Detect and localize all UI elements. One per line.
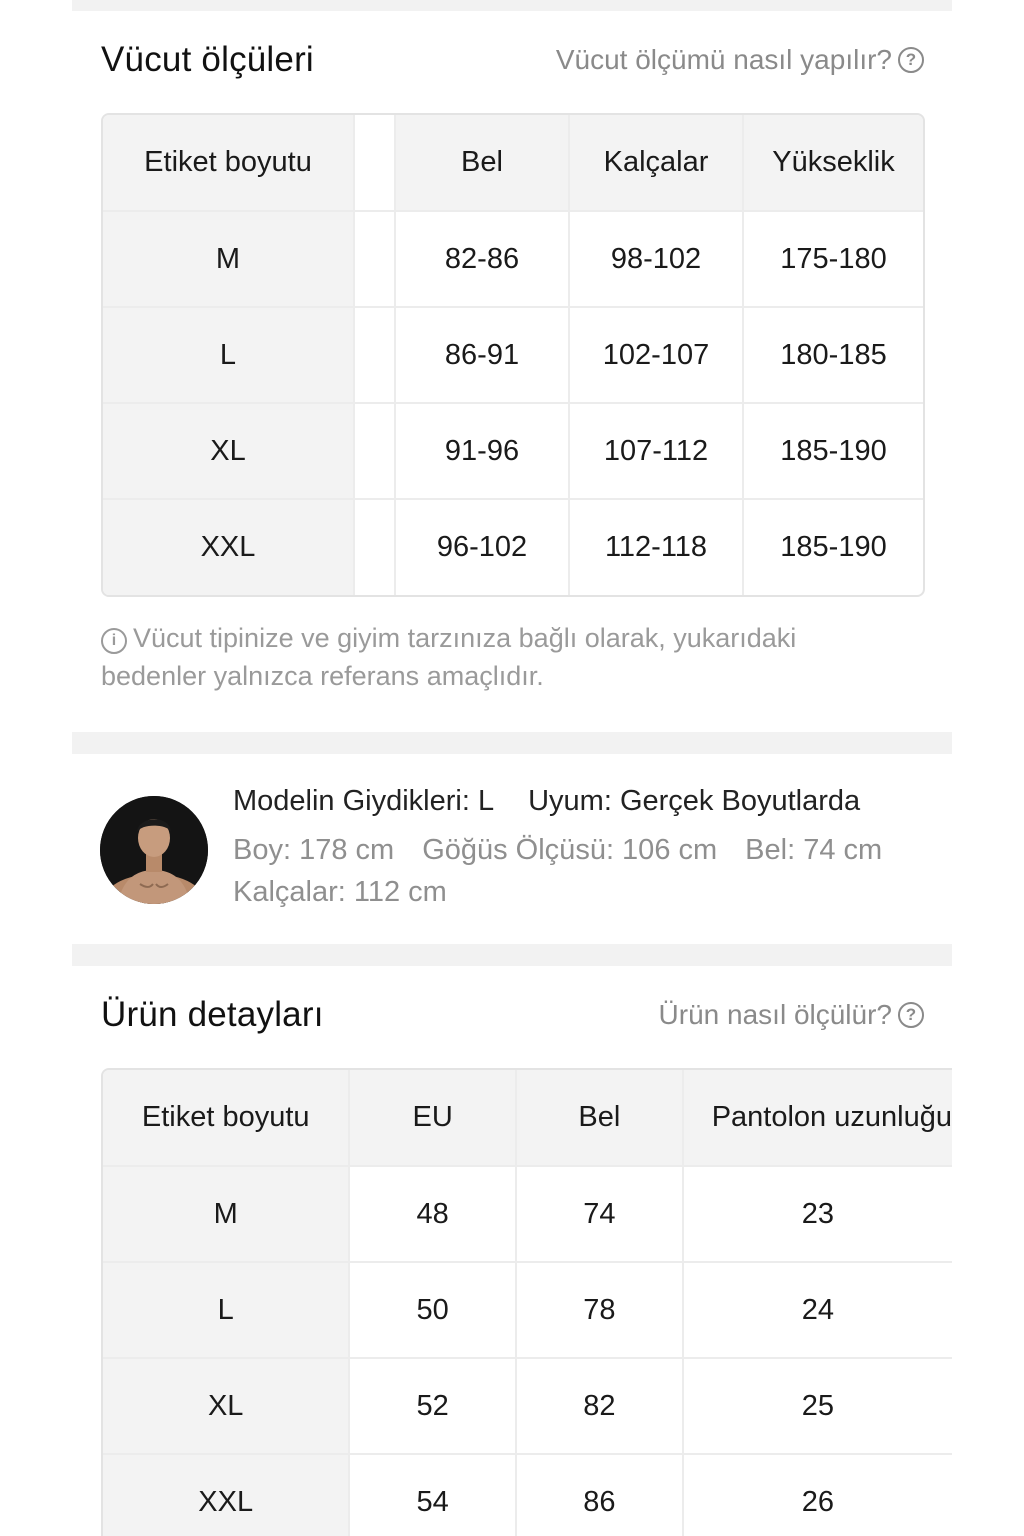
body-measurements-table: [101, 113, 925, 597]
size-reference-note-text: Vücut tipinize ve giyim tarzınıza bağlı olarak, yukarıdaki bedenler yalnızca referans amaçlıdır.: [101, 623, 797, 691]
column-header-waist: Bel: [516, 1070, 683, 1166]
table-row: [103, 307, 923, 403]
model-wearing-line: [233, 785, 860, 818]
model-waist: Bel: 74 cm: [745, 834, 883, 866]
question-circle-icon: ?: [898, 47, 924, 73]
product-details-title: Ürün detayları: [101, 995, 324, 1034]
size-label-cell: XXL: [103, 499, 354, 595]
table-row: [103, 211, 923, 307]
waist-cell: 82: [516, 1358, 683, 1454]
product-measure-help-link[interactable]: [659, 999, 924, 1031]
product-measure-help-label: Ürün nasıl ölçülür?: [658, 999, 892, 1030]
info-circle-icon: i: [101, 628, 127, 654]
size-label-cell: XL: [103, 1358, 349, 1454]
column-header-waist: Bel: [395, 115, 569, 211]
column-header-label-size: Etiket boyutu: [103, 115, 354, 211]
hips-cell: 102-107: [569, 307, 743, 403]
length-cell: 26: [801, 1486, 834, 1518]
table-row: [103, 1358, 952, 1454]
size-label-cell: M: [103, 211, 354, 307]
height-cell: 180-185: [743, 307, 923, 403]
eu-cell: 50: [349, 1262, 516, 1358]
model-fit: Uyum: Gerçek Boyutlarda: [528, 785, 861, 817]
waist-cell: 86-91: [395, 307, 569, 403]
column-header-hips: Kalçalar: [569, 115, 743, 211]
table-row: [103, 499, 923, 595]
size-label-cell: XL: [103, 403, 354, 499]
size-reference-note: [101, 619, 901, 695]
eu-cell: 48: [349, 1166, 516, 1262]
model-chest: Göğüs Ölçüsü: 106 cm: [422, 834, 718, 866]
column-header-eu: EU: [349, 1070, 516, 1166]
model-measurements-line: [233, 834, 882, 867]
waist-cell: 96-102: [395, 499, 569, 595]
size-label-cell: XXL: [103, 1454, 349, 1536]
spacer-cell: [354, 403, 395, 499]
table-row: [103, 1262, 952, 1358]
model-wearing-size: Modelin Giydikleri: L: [233, 785, 495, 817]
body-measure-help-label: Vücut ölçümü nasıl yapılır?: [555, 44, 892, 75]
size-label-cell: M: [103, 1166, 349, 1262]
size-label-cell: L: [103, 307, 354, 403]
eu-cell: 54: [349, 1454, 516, 1536]
column-header-label-size: Etiket boyutu: [103, 1070, 349, 1166]
height-cell: 185-190: [780, 531, 887, 563]
hips-cell: 98-102: [569, 211, 743, 307]
table-header-row: [103, 115, 923, 211]
model-hips-line: [233, 876, 447, 909]
column-header-height: Yükseklik: [743, 115, 923, 211]
table-row: [103, 1166, 952, 1262]
table-row: [103, 1454, 952, 1536]
column-header-spacer: [354, 115, 395, 211]
question-circle-icon: ?: [898, 1002, 924, 1028]
waist-cell: 74: [516, 1166, 683, 1262]
spacer-cell: [354, 499, 395, 595]
body-measurements-title: Vücut ölçüleri: [101, 40, 314, 79]
hips-cell: 107-112: [569, 403, 743, 499]
eu-cell: 52: [349, 1358, 516, 1454]
length-cell: 24: [683, 1262, 952, 1358]
body-measure-help-link[interactable]: [556, 44, 924, 76]
model-avatar: [100, 796, 208, 904]
waist-cell: 91-96: [395, 403, 569, 499]
product-details-table[interactable]: [101, 1068, 952, 1536]
length-cell: 25: [683, 1358, 952, 1454]
spacer-cell: [354, 307, 395, 403]
section-divider: [72, 732, 952, 754]
waist-cell: 86: [516, 1454, 683, 1536]
size-label-cell: L: [103, 1262, 349, 1358]
length-cell: 23: [683, 1166, 952, 1262]
section-divider: [72, 944, 952, 966]
column-header-length: Pantolon uzunluğu: [683, 1070, 952, 1166]
hips-cell: 112-118: [569, 499, 743, 595]
waist-cell: 78: [516, 1262, 683, 1358]
height-cell: 185-190: [743, 403, 923, 499]
section-divider-top: [72, 0, 952, 11]
model-height: Boy: 178 cm: [233, 834, 395, 866]
waist-cell: 82-86: [395, 211, 569, 307]
model-hips: Kalçalar: 112 cm: [233, 876, 447, 908]
spacer-cell: [354, 211, 395, 307]
table-header-row: [103, 1070, 952, 1166]
table-row: [103, 403, 923, 499]
height-cell: 175-180: [743, 211, 923, 307]
